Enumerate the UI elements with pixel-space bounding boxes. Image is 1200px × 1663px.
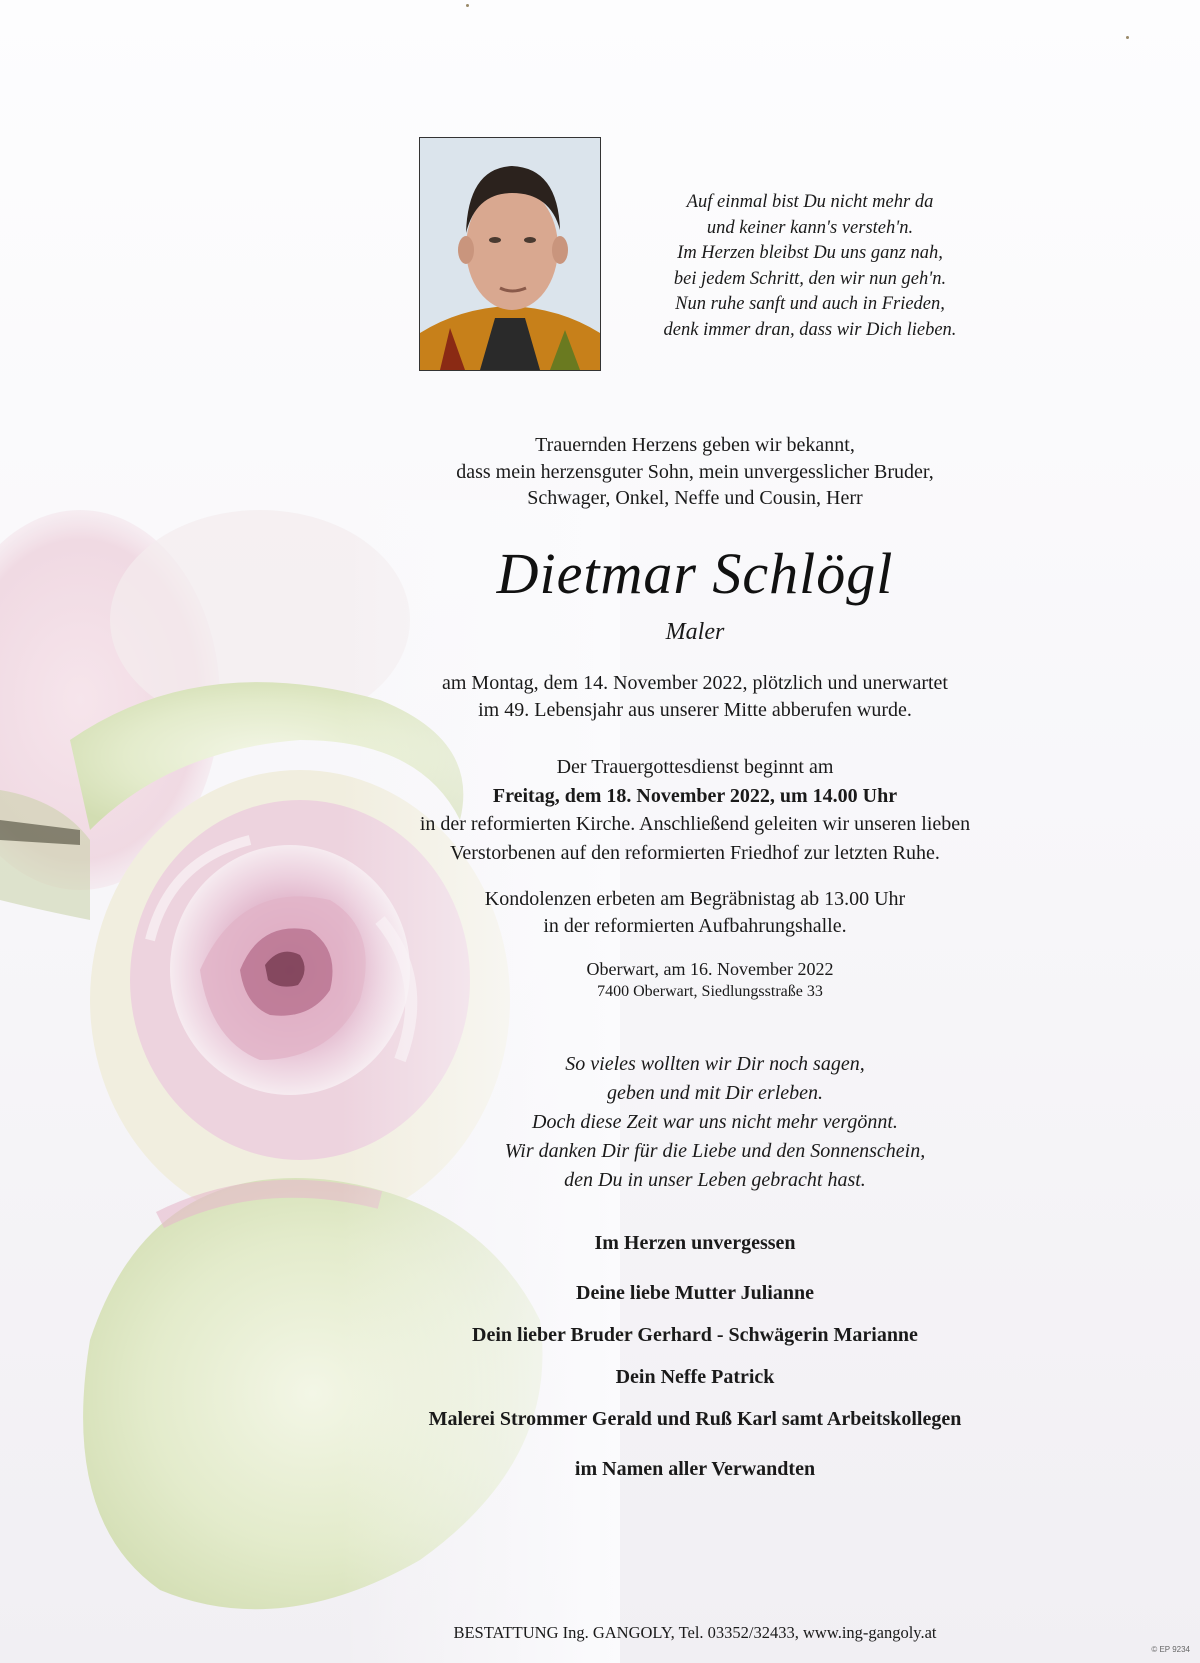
service-intro: Der Trauergottesdienst beginnt am — [556, 756, 834, 778]
poem-top-line: bei jedem Schritt, den wir nun geh'n. — [673, 268, 947, 289]
poem-bottom-line: geben und mit Dir erleben. — [606, 1082, 824, 1104]
portrait-photo — [419, 137, 601, 371]
poem-top-line: und keiner kann's versteh'n. — [706, 217, 914, 238]
poem-top — [620, 190, 1000, 343]
announcement-intro — [350, 432, 1040, 512]
poem-top-line: Im Herzen bleibst Du uns ganz nah, — [677, 243, 943, 263]
poem-bottom-line: Wir danken Dir für die Liebe und den Sonnenschein, — [504, 1140, 926, 1162]
death-notice — [350, 670, 1040, 724]
mourner-entry: Malerei Strommer Gerald und Ruß Karl samt Arbeitskollegen — [428, 1408, 962, 1430]
poem-top-line: denk immer dran, dass wir Dich lieben. — [663, 319, 957, 340]
poem-bottom — [420, 1050, 1010, 1195]
death-notice-line: im 49. Lebensjahr aus unserer Mitte abberufen wurde. — [478, 699, 912, 721]
mourners-heading: Im Herzen unvergessen — [594, 1232, 796, 1254]
deceased-name: Dietmar Schlögl — [496, 541, 894, 606]
poem-top-line: Nun ruhe sanft und auch in Frieden, — [675, 294, 945, 314]
paper-speck — [1126, 36, 1129, 39]
template-code: © EP 9234 — [1151, 1645, 1190, 1654]
family-address: 7400 Oberwart, Siedlungsstraße 33 — [597, 983, 823, 1000]
condolence-line: Kondolenzen erbeten am Begräbnistag ab 13.00 Uhr — [484, 888, 906, 910]
death-notice-line: am Montag, dem 14. November 2022, plötzlich und unerwartet — [442, 672, 948, 694]
poem-bottom-line: den Du in unser Leben gebracht hast. — [564, 1169, 866, 1191]
funeral-service — [350, 753, 1040, 867]
poem-top-line: Auf einmal bist Du nicht mehr da — [686, 192, 934, 212]
deceased-occupation: Maler — [665, 619, 725, 645]
service-burial: Verstorbenen auf den reformierten Friedhof zur letzten Ruhe. — [450, 841, 940, 864]
intro-line: Trauernden Herzens geben wir bekannt, — [535, 434, 855, 456]
mourners-closing: im Namen aller Verwandten — [574, 1458, 816, 1480]
service-location: in der reformierten Kirche. Anschließend geleiten wir unseren lieben — [419, 813, 971, 835]
mourner-entry: Deine liebe Mutter Julianne — [576, 1282, 814, 1304]
poem-bottom-line: So vieles wollten wir Dir noch sagen, — [565, 1053, 865, 1075]
condolence-line: in der reformierten Aufbahrungshalle. — [543, 915, 847, 937]
condolence-notice — [350, 886, 1040, 940]
service-datetime: Freitag, dem 18. November 2022, um 14.00 Uhr — [492, 784, 898, 807]
place-date: Oberwart, am 16. November 2022 — [586, 959, 834, 979]
mourner-entry: Dein Neffe Patrick — [615, 1366, 775, 1388]
funeral-home-footer: BESTATTUNG Ing. GANGOLY, Tel. 03352/32433, www.ing-gangoly.at — [453, 1623, 937, 1642]
paper-speck — [466, 4, 469, 7]
poem-bottom-line: Doch diese Zeit war uns nicht mehr vergönnt. — [532, 1111, 898, 1133]
mourner-entry: Dein lieber Bruder Gerhard - Schwägerin Marianne — [472, 1324, 918, 1346]
intro-line: dass mein herzensguter Sohn, mein unvergesslicher Bruder, — [456, 460, 934, 483]
intro-line: Schwager, Onkel, Neffe und Cousin, Herr — [527, 487, 863, 509]
